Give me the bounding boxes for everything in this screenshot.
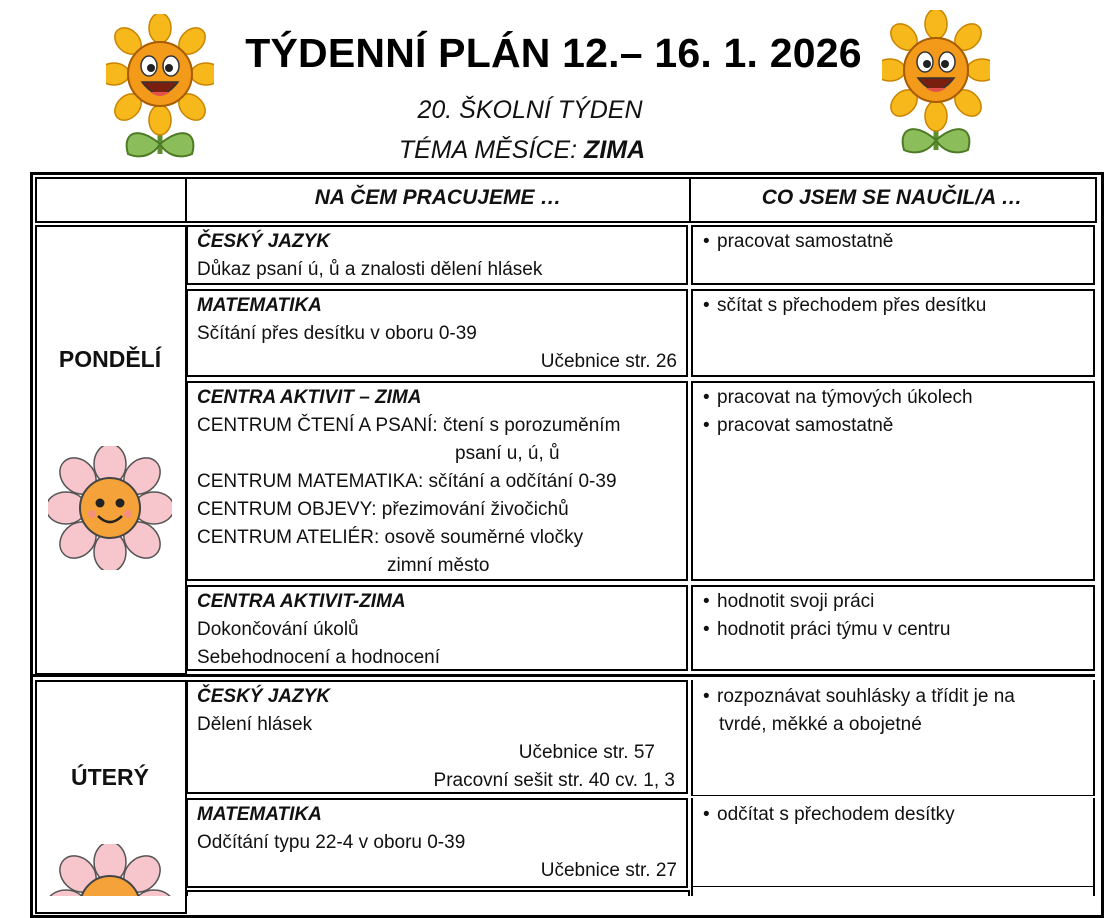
- lesson-content: [197, 588, 681, 672]
- theme-label: TÉMA MĚSÍCE:: [398, 136, 578, 164]
- page-title: TÝDENNÍ PLÁN 12.– 16. 1. 2026: [245, 30, 862, 76]
- theme-value: ZIMA: [584, 136, 646, 164]
- lesson-line: psaní u, ú, ů: [455, 443, 560, 464]
- learned-item-continued: tvrdé, měkké a obojetné: [719, 714, 922, 735]
- learned-list: [703, 228, 1089, 256]
- learned-item: • rozpoznávat souhlásky a třídit je na: [703, 683, 1089, 711]
- subject-title: ČESKÝ JAZYK: [197, 686, 331, 707]
- lesson-line: CENTRUM ČTENÍ A PSANÍ: čtení s porozuměním: [197, 415, 621, 436]
- learned-list: [703, 384, 1089, 440]
- pink-flower-icon: [48, 446, 172, 570]
- subject-title: MATEMATIKA: [197, 295, 322, 316]
- learned-list: [703, 588, 1089, 644]
- lesson-content: [197, 292, 677, 376]
- lesson-content: [197, 801, 677, 885]
- learned-item: • pracovat na týmových úkolech: [703, 384, 1089, 412]
- subject-title: ČESKÝ JAZYK: [197, 231, 331, 252]
- subject-title: CENTRA AKTIVIT-ZIMA: [197, 591, 406, 612]
- week-subtitle: 20. ŠKOLNÍ TÝDEN: [417, 96, 643, 124]
- column-header-learned: CO JSEM SE NAUČIL/A …: [761, 186, 1023, 209]
- learned-list: [703, 292, 1089, 320]
- day-name-monday: PONDĚLÍ: [58, 346, 162, 372]
- learned-item: • sčítat s přechodem přes desítku: [703, 292, 1089, 320]
- lesson-line: Odčítání typu 22-4 v oboru 0-39: [197, 832, 466, 853]
- subject-title: MATEMATIKA: [197, 804, 322, 825]
- lesson-line: zimní město: [387, 555, 490, 576]
- learned-item: • pracovat samostatně: [703, 412, 1089, 440]
- lesson-line: Důkaz psaní ú, ů a znalosti dělení hlásek: [197, 259, 543, 280]
- learned-item: • hodnotit práci týmu v centru: [703, 616, 1089, 644]
- lesson-content: [197, 228, 681, 284]
- lesson-line: Dělení hlásek: [197, 714, 313, 735]
- pink-flower-icon: [48, 844, 172, 896]
- sunflower-icon: [882, 10, 990, 162]
- learned-item: • odčítat s přechodem desítky: [703, 801, 1089, 829]
- sunflower-icon: [106, 14, 214, 166]
- lesson-line: Sčítání přes desítku v oboru 0-39: [197, 323, 477, 344]
- lesson-content: [197, 384, 681, 580]
- lesson-line: Dokončování úkolů: [197, 619, 359, 640]
- subject-title: CENTRA AKTIVIT – ZIMA: [197, 387, 422, 408]
- lesson-line: Sebehodnocení a hodnocení: [197, 647, 440, 668]
- day-name-tuesday: ÚTERÝ: [71, 764, 149, 790]
- column-header-work: NA ČEM PRACUJEME …: [314, 186, 562, 209]
- learned-list: [703, 683, 1089, 739]
- learned-list: [703, 801, 1089, 829]
- learned-item: • pracovat samostatně: [703, 228, 1089, 256]
- workbook-ref: Pracovní sešit str. 40 cv. 1, 3: [433, 770, 675, 791]
- lesson-content: [197, 683, 675, 795]
- lesson-line: CENTRUM MATEMATIKA: sčítání a odčítání 0-39: [197, 471, 617, 492]
- lesson-line: CENTRUM OBJEVY: přezimování živočichů: [197, 499, 569, 520]
- textbook-ref: Učebnice str. 27: [540, 860, 677, 881]
- textbook-ref: Učebnice str. 57: [518, 742, 655, 763]
- textbook-ref: Učebnice str. 26: [540, 351, 677, 372]
- lesson-line: CENTRUM ATELIÉR: osově souměrné vločky: [197, 527, 584, 548]
- learned-item: • hodnotit svoji práci: [703, 588, 1089, 616]
